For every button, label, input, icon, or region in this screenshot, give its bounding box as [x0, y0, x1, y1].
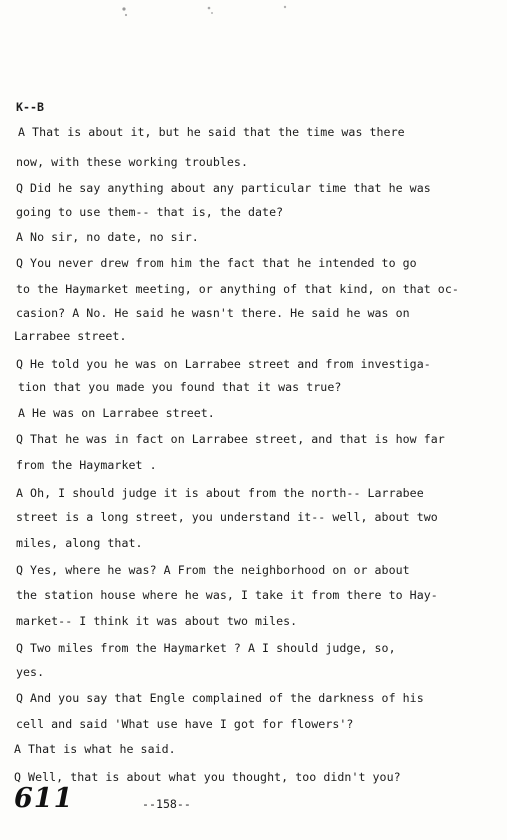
text-line: A Oh, I should judge it is about from the north-- Larrabee	[16, 486, 424, 500]
text-line: Larrabee street.	[14, 329, 127, 343]
text-line: Q Well, that is about what you thought, too didn't you?	[14, 770, 401, 784]
text-line: Q Two miles from the Haymarket ? A I should judge, so,	[16, 641, 396, 655]
text-line: yes.	[16, 665, 45, 679]
speck	[284, 6, 286, 8]
text-line: A No sir, no date, no sir.	[16, 230, 199, 244]
text-line: Q You never drew from him the fact that he intended to go	[16, 256, 417, 270]
text-line: now, with these working troubles.	[16, 155, 248, 169]
text-line: miles, along that.	[16, 536, 143, 550]
text-line: from the Haymarket .	[16, 458, 157, 472]
speck	[122, 7, 125, 10]
text-line: tion that you made you found that it was true?	[18, 380, 342, 394]
handwritten-folio-number: 611	[14, 783, 74, 814]
speck	[125, 14, 127, 16]
text-line: casion? A No. He said he wasn't there. He said he was on	[16, 306, 410, 320]
text-line: A He was on Larrabee street.	[18, 406, 215, 420]
text-line: Q And you say that Engle complained of the darkness of his	[16, 691, 424, 705]
text-line: street is a long street, you understand it-- well, about two	[16, 510, 438, 524]
text-line: Q Did he say anything about any particular time that he was	[16, 181, 431, 195]
text-line: going to use them-- that is, the date?	[16, 205, 284, 219]
text-line: market-- I think it was about two miles.	[16, 614, 298, 628]
text-line: Q Yes, where he was? A From the neighborhood on or about	[16, 563, 410, 577]
page-number: --158--	[142, 797, 191, 811]
section-label: K--B	[16, 100, 44, 114]
text-line: the station house where he was, I take it from there to Hay-	[16, 588, 438, 602]
text-line: cell and said 'What use have I got for flowers'?	[16, 717, 354, 731]
scan-specks	[0, 0, 507, 30]
text-line: Q That he was in fact on Larrabee street, and that is how far	[16, 432, 445, 446]
text-line: A That is about it, but he said that the time was there	[18, 125, 405, 139]
text-line: Q He told you he was on Larrabee street and from investiga-	[16, 357, 431, 371]
speck	[211, 12, 213, 14]
speck	[208, 7, 211, 10]
text-line: A That is what he said.	[14, 742, 176, 756]
text-line: to the Haymarket meeting, or anything of that kind, on that oc-	[16, 282, 459, 296]
